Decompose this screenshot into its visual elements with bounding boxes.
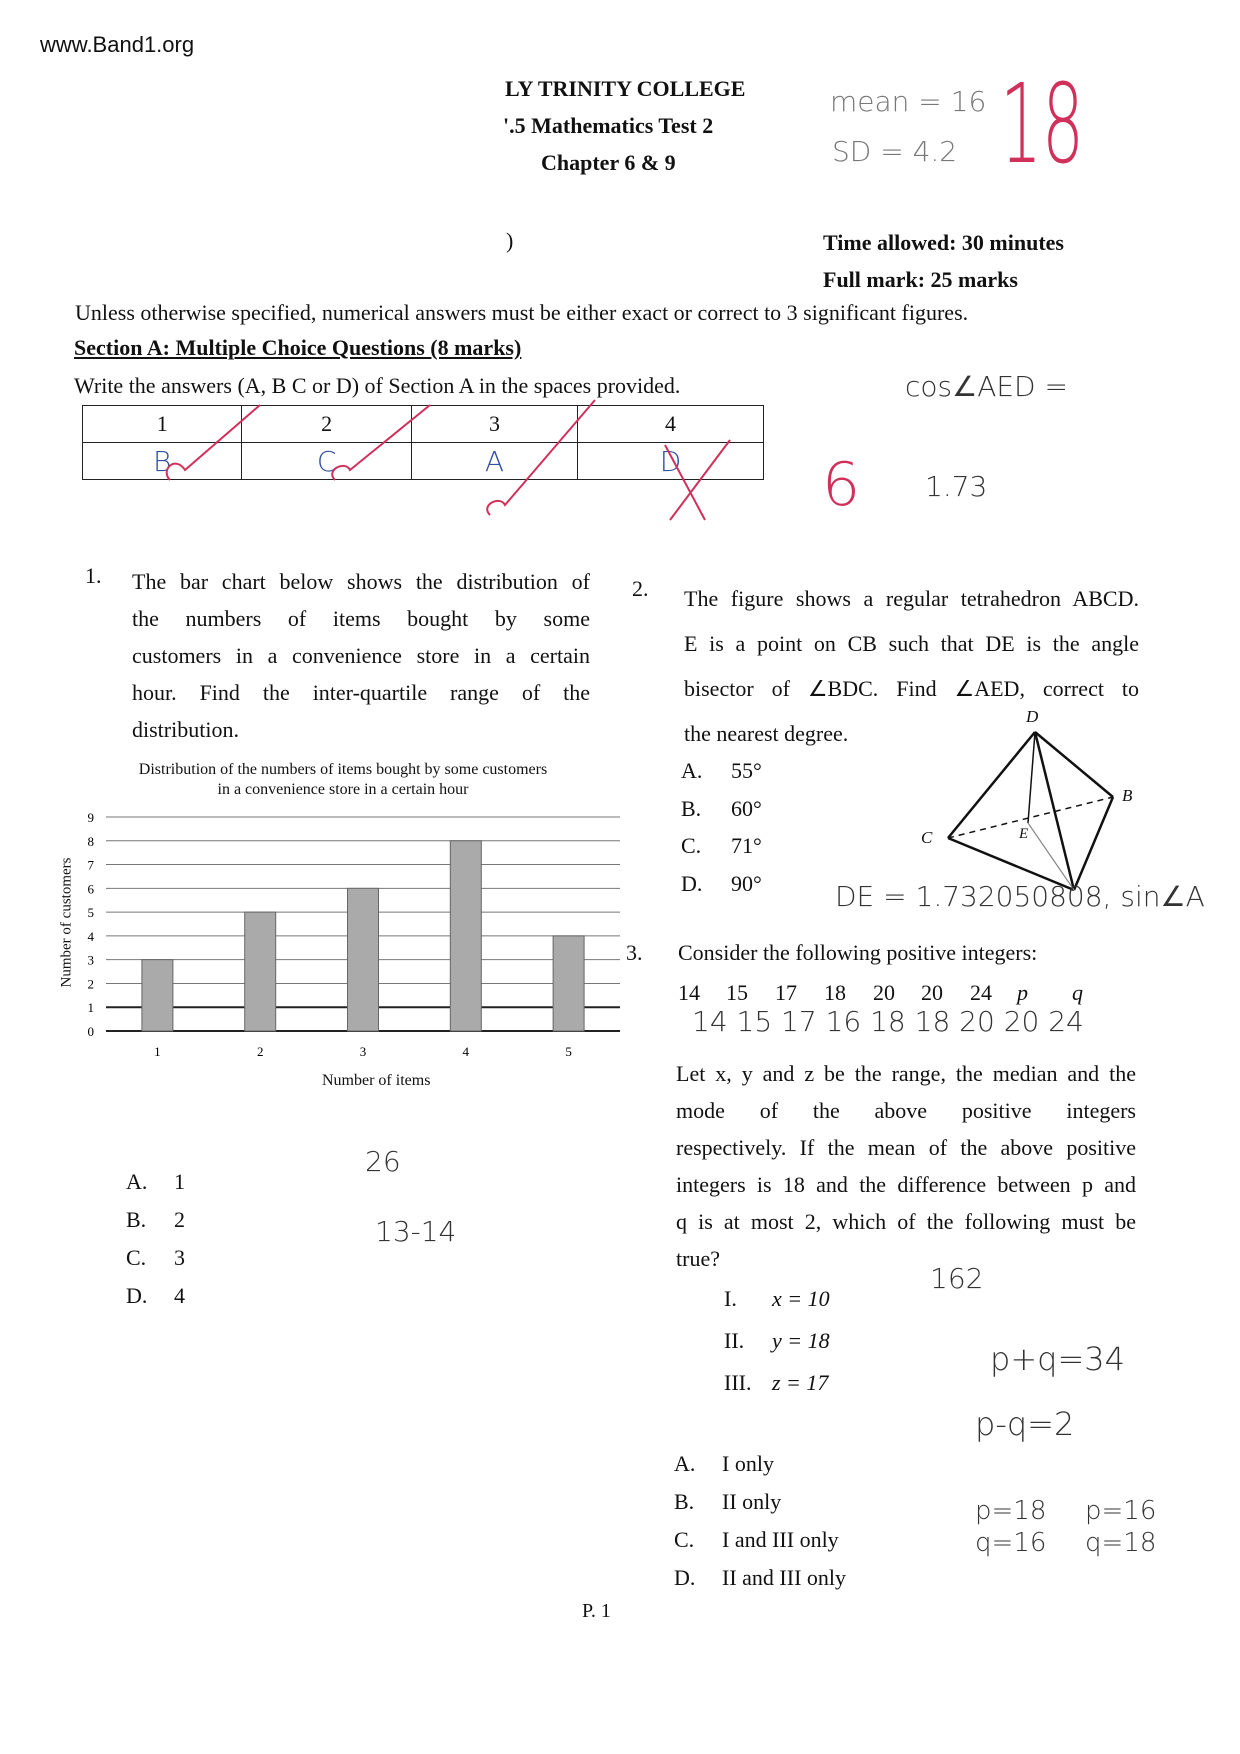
q2-line: E is a point on CB such that DE is the angle xyxy=(684,631,1139,656)
y-tick-label: 4 xyxy=(87,928,94,944)
length-note: 1.73 xyxy=(925,470,988,503)
q3-option-a[interactable] xyxy=(674,1445,846,1483)
integer: 17 xyxy=(775,980,797,1005)
section-a-title: Section A: Multiple Choice Questions (8 marks) xyxy=(74,335,522,360)
time-allowed: Time allowed: 30 minutes xyxy=(823,230,1064,255)
note-162: 162 xyxy=(930,1262,984,1295)
answer-cell[interactable]: C xyxy=(242,443,411,480)
x-tick-label: 1 xyxy=(154,1044,161,1059)
score-handwritten: 18 xyxy=(1000,60,1084,188)
chart-subtitle: in a convenience store in a certain hour xyxy=(217,781,469,798)
q3-option-b[interactable] xyxy=(674,1483,846,1521)
q1-option-c[interactable] xyxy=(126,1239,185,1277)
answer-header: 1 xyxy=(83,406,242,443)
q1-line: distribution. xyxy=(132,717,239,742)
integer: q xyxy=(1072,980,1083,1005)
y-tick-label: 0 xyxy=(87,1024,94,1039)
bar xyxy=(553,936,584,1031)
vertex-label-d: D xyxy=(1026,707,1039,726)
q1-options xyxy=(126,1163,185,1315)
q3-statements xyxy=(724,1278,830,1404)
q2-line: The figure shows a regular tetrahedron ABCD. xyxy=(684,586,1139,611)
y-tick-label: 3 xyxy=(87,952,94,968)
page-number: P. 1 xyxy=(582,1600,611,1622)
q1-line: The bar chart below shows the distribution of xyxy=(132,569,590,594)
mean-note: mean = 16 xyxy=(830,85,987,118)
q1-option-d[interactable] xyxy=(126,1277,185,1315)
answer-cell[interactable]: D xyxy=(578,443,764,480)
q1-number: 1. xyxy=(85,563,102,588)
option-text: 3 xyxy=(174,1245,185,1270)
option-text: 4 xyxy=(174,1283,185,1308)
integer: 14 xyxy=(678,980,700,1005)
x-axis-label: Number of items xyxy=(322,1072,431,1089)
q1-option-a[interactable] xyxy=(126,1163,185,1201)
q2-line: bisector of ∠BDC. Find ∠AED, correct to xyxy=(684,676,1139,701)
statement-text: y = 18 xyxy=(772,1328,830,1353)
y-tick-label: 5 xyxy=(87,905,94,921)
q3-line: Let x, y and z be the range, the median and the xyxy=(676,1061,1136,1086)
vertex-label-e: E xyxy=(1019,826,1029,842)
integer: 20 xyxy=(921,980,943,1005)
x-tick-label: 4 xyxy=(462,1044,470,1059)
integer: p xyxy=(1017,980,1028,1005)
option-text: II only xyxy=(722,1489,782,1514)
option-text: 60° xyxy=(731,795,762,821)
school-name: LY TRINITY COLLEGE xyxy=(505,76,746,101)
option-text: I and III only xyxy=(722,1527,839,1552)
option-letter: D. xyxy=(674,1565,696,1590)
q3-intro: Consider the following positive integers: xyxy=(678,940,1038,965)
option-letter: C. xyxy=(126,1245,147,1270)
option-letter: C. xyxy=(674,1527,695,1552)
option-text: 55° xyxy=(731,758,762,783)
sd-note: SD = 4.2 xyxy=(832,135,958,168)
q3-line: integers is 18 and the difference between p and xyxy=(676,1172,1136,1197)
option-letter: B. xyxy=(681,795,702,821)
option-letter: B. xyxy=(126,1207,147,1232)
statement-text: x = 10 xyxy=(772,1286,830,1311)
q3-integers xyxy=(678,980,1083,1006)
watermark: www.Band1.org xyxy=(40,32,195,57)
statement xyxy=(724,1320,830,1362)
equation-2: p-q=2 xyxy=(975,1405,1075,1443)
option-text: II and III only xyxy=(722,1565,847,1590)
option-letter: A. xyxy=(674,1451,696,1476)
q3-line: true? xyxy=(676,1246,720,1271)
q1-line: customers in a convenience store in a certain xyxy=(132,643,590,668)
vertex-label-b: B xyxy=(1122,786,1133,805)
y-tick-label: 6 xyxy=(87,881,94,897)
cos-note: cos∠AED = xyxy=(905,370,1068,403)
note-26: 26 xyxy=(365,1145,401,1178)
statement xyxy=(724,1362,830,1404)
option-letter: D. xyxy=(126,1283,148,1308)
q3-options xyxy=(674,1445,846,1597)
header-paren: ) xyxy=(506,228,514,253)
q3-number: 3. xyxy=(626,940,643,965)
statement-text: z = 17 xyxy=(772,1370,829,1395)
note-13-14: 13-14 xyxy=(375,1215,457,1248)
option-text: 1 xyxy=(174,1169,185,1194)
test-title: '.5 Mathematics Test 2 xyxy=(503,113,714,138)
integer: 24 xyxy=(970,980,992,1005)
y-tick-label: 8 xyxy=(87,833,94,849)
x-tick-label: 2 xyxy=(256,1044,264,1059)
chapter-title: Chapter 6 & 9 xyxy=(541,150,676,175)
q3-line: q is at most 2, which of the following must be xyxy=(676,1209,1136,1234)
option-text: 2 xyxy=(174,1207,185,1232)
y-tick-label: 7 xyxy=(87,857,94,873)
option-text: 71° xyxy=(731,833,762,858)
integer: 15 xyxy=(726,980,748,1005)
option-letter: C. xyxy=(681,833,702,858)
solution-1: p=18 q=16 xyxy=(975,1496,1047,1558)
full-mark: Full mark: 25 marks xyxy=(823,267,1018,292)
statement-num: II. xyxy=(724,1328,745,1353)
q1-line: the numbers of items bought by some xyxy=(132,606,590,631)
statement-num: I. xyxy=(724,1286,737,1311)
q1-option-b[interactable] xyxy=(126,1201,185,1239)
x-tick-label: 3 xyxy=(359,1044,367,1059)
q3-option-d[interactable] xyxy=(674,1559,846,1597)
answer-instructions: Write the answers (A, B C or D) of Section A in the spaces provided. xyxy=(74,373,681,398)
y-tick-label: 1 xyxy=(87,1000,94,1016)
statement xyxy=(724,1278,830,1320)
option-letter: D. xyxy=(681,870,703,896)
bar xyxy=(142,960,173,1031)
instructions: Unless otherwise specified, numerical answers must be either exact or correct to 3 significant figures. xyxy=(75,300,969,325)
chart-title: Distribution of the numbers of items bought by some customers xyxy=(138,761,548,778)
q2-line: the nearest degree. xyxy=(684,721,849,746)
q3-line: mode of the above positive integers xyxy=(676,1098,1136,1123)
de-note: DE = 1.732050808, sin∠A xyxy=(835,880,1205,913)
option-letter: B. xyxy=(674,1489,695,1514)
q2-number: 2. xyxy=(632,576,649,601)
q3-text xyxy=(676,1055,1136,1277)
q3-option-c[interactable] xyxy=(674,1521,846,1559)
equation-1: p+q=34 xyxy=(990,1340,1125,1378)
option-text: 90° xyxy=(731,870,762,896)
answer-header: 2 xyxy=(242,406,411,443)
y-tick-label: 2 xyxy=(87,976,94,992)
answer-cell[interactable]: A xyxy=(411,443,577,480)
answer-header: 4 xyxy=(578,406,764,443)
option-text: I only xyxy=(722,1451,774,1476)
six-note: 6 xyxy=(822,450,861,520)
y-tick-label: 9 xyxy=(87,810,94,825)
answer-header: 3 xyxy=(411,406,577,443)
option-letter: A. xyxy=(681,758,703,783)
q1-line: hour. Find the inter-quartile range of the xyxy=(132,680,590,705)
x-tick-label: 5 xyxy=(565,1044,572,1059)
integer: 18 xyxy=(824,980,846,1005)
vertex-label-c: C xyxy=(921,828,933,847)
integer: 20 xyxy=(873,980,895,1005)
q3-line: respectively. If the mean of the above positive xyxy=(676,1135,1136,1160)
option-letter: A. xyxy=(126,1169,148,1194)
answer-cell[interactable]: B xyxy=(83,443,242,480)
statement-num: III. xyxy=(724,1370,752,1395)
y-axis-label: Number of customers xyxy=(58,857,75,988)
bar xyxy=(245,912,276,1031)
solution-2: p=16 q=18 xyxy=(1085,1496,1157,1558)
sorted-note: 14 15 17 16 18 18 20 20 24 xyxy=(692,1005,1084,1038)
